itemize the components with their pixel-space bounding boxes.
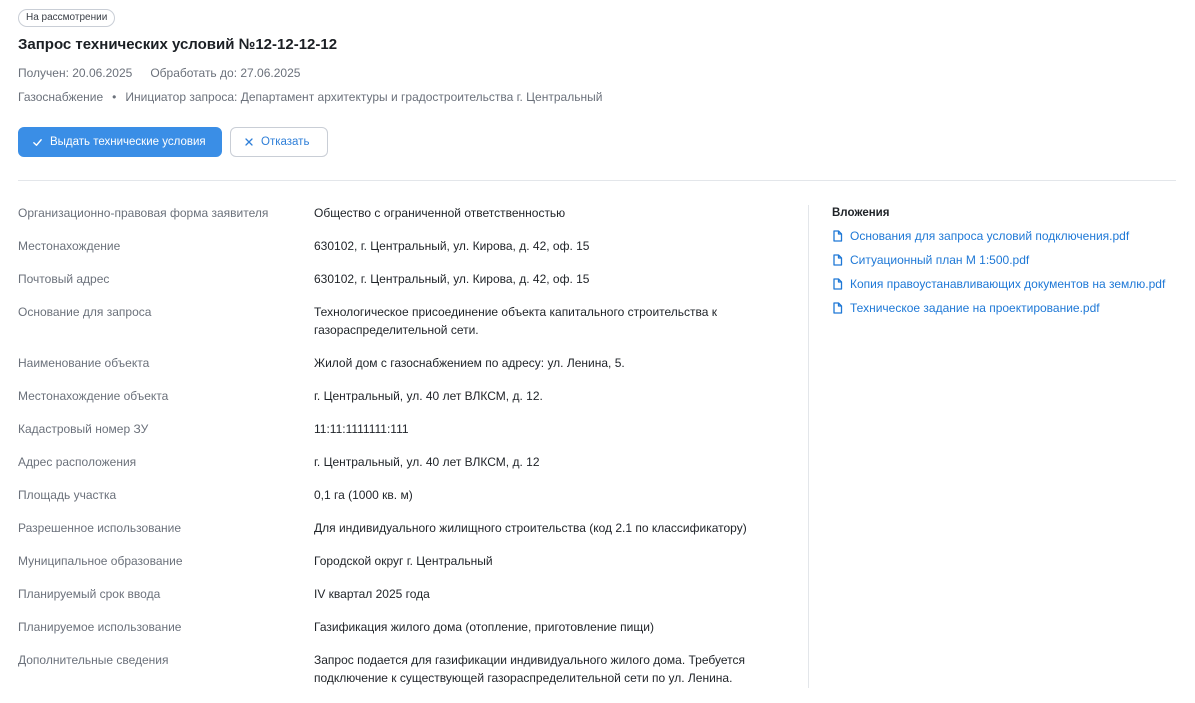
attachment-name: Основания для запроса условий подключения.pdf [850, 229, 1130, 243]
detail-row [18, 204, 793, 222]
detail-row [18, 519, 793, 537]
detail-value: 11:11:1111111:111 [314, 422, 409, 436]
detail-row [18, 618, 793, 636]
header-divider [18, 180, 1176, 181]
detail-label: Площадь участка [18, 488, 117, 502]
attachments-panel [832, 205, 1187, 323]
attachment-link[interactable] [832, 227, 1187, 245]
detail-row [18, 420, 793, 438]
detail-label: Дополнительные сведения [18, 653, 169, 667]
detail-value: г. Центральный, ул. 40 лет ВЛКСМ, д. 12. [314, 389, 543, 403]
detail-label: Адрес расположения [18, 455, 137, 469]
request-dates [18, 66, 300, 80]
reject-label: Отказать [261, 136, 310, 148]
attachment-link[interactable] [832, 275, 1187, 293]
reject-button[interactable] [230, 127, 328, 157]
detail-label: Местонахождение [18, 239, 121, 253]
detail-label: Основание для запроса [18, 305, 152, 319]
detail-label: Планируемый срок ввода [18, 587, 161, 601]
detail-row [18, 453, 793, 471]
detail-value: 0,1 га (1000 кв. м) [314, 488, 413, 502]
detail-row [18, 237, 793, 255]
received-date: Получен: 20.06.2025 [18, 66, 133, 80]
attachment-link[interactable] [832, 299, 1187, 317]
detail-row [18, 303, 793, 339]
detail-value: 630102, г. Центральный, ул. Кирова, д. 42, оф. 15 [314, 272, 590, 286]
detail-row [18, 270, 793, 288]
file-icon [832, 230, 843, 242]
attachment-link[interactable] [832, 251, 1187, 269]
detail-value: IV квартал 2025 года [314, 587, 430, 601]
detail-row [18, 486, 793, 504]
detail-value: Для индивидуального жилищного строительства (код 2.1 по классификатору) [314, 521, 747, 535]
detail-value: Городской округ г. Центральный [314, 554, 493, 568]
detail-value: Газификация жилого дома (отопление, приготовление пищи) [314, 620, 654, 634]
issue-conditions-label: Выдать технические условия [50, 136, 206, 148]
detail-value: 630102, г. Центральный, ул. Кирова, д. 42, оф. 15 [314, 239, 590, 253]
detail-value: Технологическое присоединение объекта капитального строительства к газораспределительной сети. [314, 305, 718, 337]
column-divider [808, 205, 809, 688]
detail-value: Общество с ограниченной ответственностью [314, 206, 566, 220]
detail-label: Муниципальное образование [18, 554, 183, 568]
initiator-value: Департамент архитектуры и градостроительства г. Центральный [240, 90, 603, 104]
status-badge: На рассмотрении [18, 9, 115, 27]
issue-conditions-button[interactable] [18, 127, 222, 157]
page-title: Запрос технических условий №12-12-12-12 [18, 36, 338, 53]
attachments-title: Вложения [832, 207, 890, 219]
attachment-name: Ситуационный план М 1:500.pdf [850, 253, 1030, 267]
detail-row [18, 552, 793, 570]
attachment-name: Копия правоустанавливающих документов на землю.pdf [850, 277, 1166, 291]
detail-label: Кадастровый номер ЗУ [18, 422, 149, 436]
detail-row [18, 354, 793, 372]
detail-label: Местонахождение объекта [18, 389, 169, 403]
detail-label: Разрешенное использование [18, 521, 182, 535]
meta-separator: • [112, 90, 117, 104]
detail-label: Планируемое использование [18, 620, 182, 634]
file-icon [832, 302, 843, 314]
initiator-label: Инициатор запроса: [125, 90, 238, 104]
detail-value: г. Центральный, ул. 40 лет ВЛКСМ, д. 12 [314, 455, 540, 469]
file-icon [832, 254, 843, 266]
deadline-date: Обработать до: 27.06.2025 [150, 66, 301, 80]
category-label: Газоснабжение [18, 90, 104, 104]
check-icon [32, 137, 43, 148]
detail-value: Запрос подается для газификации индивидуального жилого дома. Требуется подключение к существующей газораспределительной сети по ул. Ленина. [314, 653, 745, 685]
detail-row [18, 585, 793, 603]
close-icon [244, 137, 254, 147]
details-list [18, 204, 793, 702]
detail-value: Жилой дом с газоснабжением по адресу: ул. Ленина, 5. [314, 356, 625, 370]
detail-row [18, 387, 793, 405]
request-meta [18, 90, 602, 104]
attachment-name: Техническое задание на проектирование.pdf [850, 301, 1100, 315]
detail-label: Почтовый адрес [18, 272, 110, 286]
detail-label: Организационно-правовая форма заявителя [18, 206, 269, 220]
detail-row [18, 651, 793, 687]
file-icon [832, 278, 843, 290]
detail-label: Наименование объекта [18, 356, 150, 370]
